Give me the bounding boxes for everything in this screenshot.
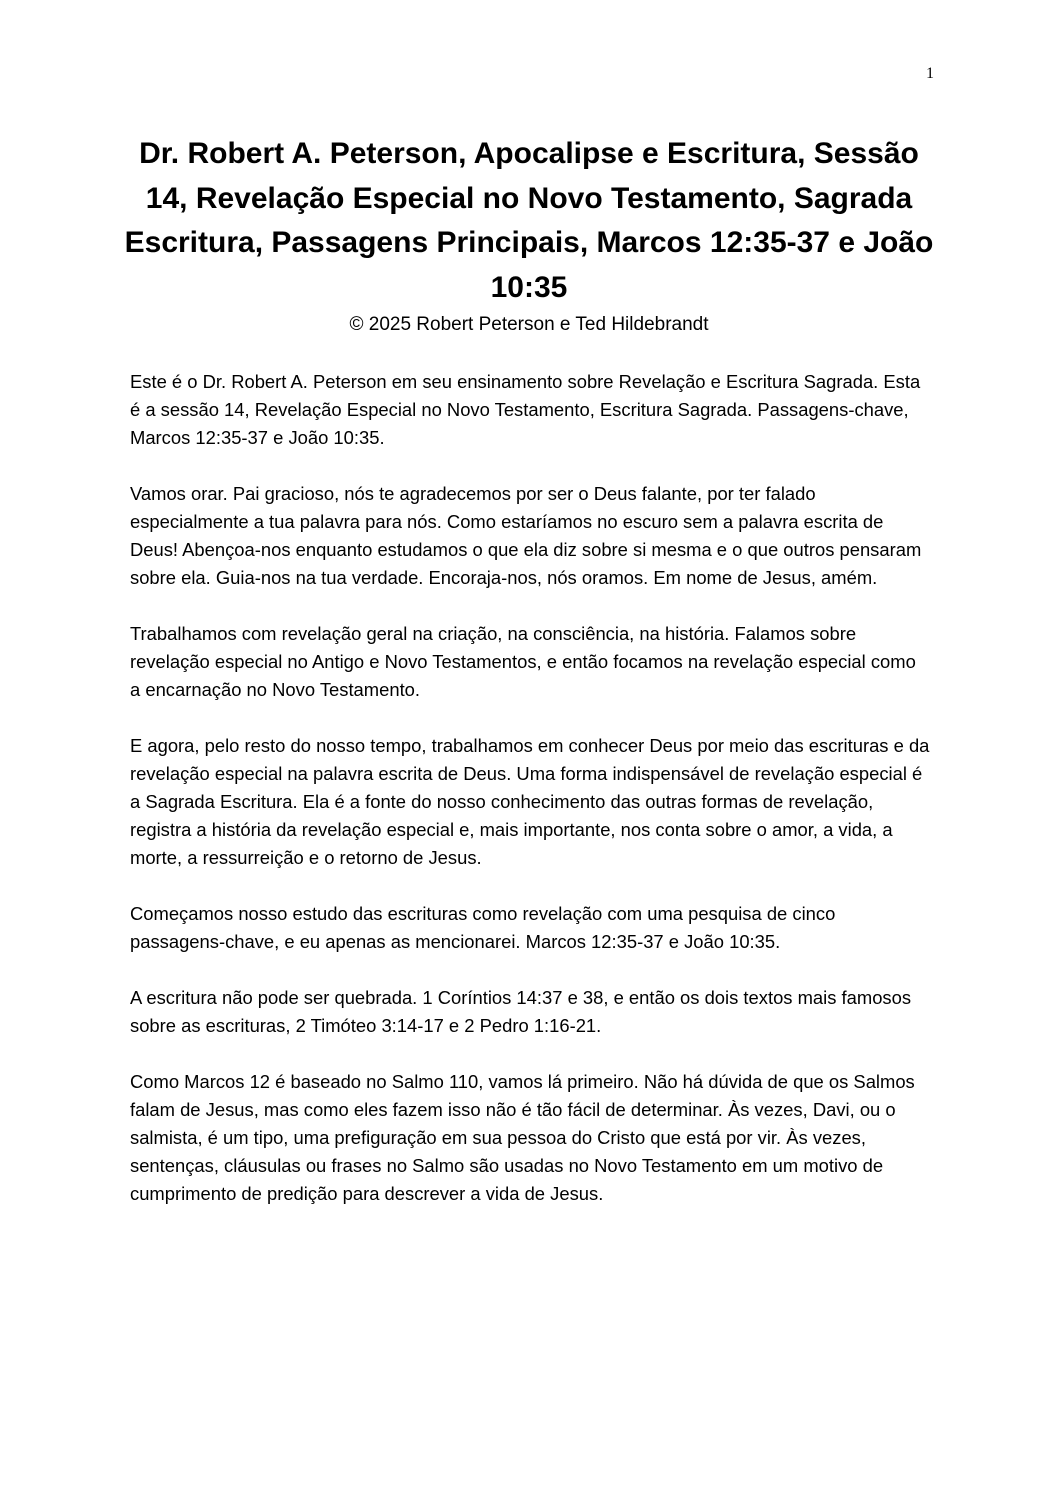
paragraph-key-passages: Começamos nosso estudo das escrituras como revelação com uma pesquisa de cinco passagens-chave, e eu apenas as mencionarei. Marcos 12:35-37 e João 10:35.: [130, 903, 836, 952]
page-number: 1: [926, 65, 934, 82]
paragraph-psalm-110: Como Marcos 12 é baseado no Salmo 110, vamos lá primeiro. Não há dúvida de que os Salmos falam de Jesus, mas como eles fazem isso não é tão fácil de determinar. Às vezes, Davi, ou o salmista, é um tipo, uma prefiguração em sua pessoa do Cristo que está por vir. Às vezes, sentenças, cláusulas ou frases no Salmo são usadas no Novo Testamento em um motivo de cumprimento de predição para descrever a vida de Jesus.: [130, 1071, 915, 1204]
paragraph-intro: Este é o Dr. Robert A. Peterson em seu ensinamento sobre Revelação e Escritura Sagrada. Esta é a sessão 14, Revelação Especial no Novo Testamento, Escritura Sagrada. Passagens-chave, Marcos 12:35-37 e João 10:35.: [130, 371, 921, 448]
paragraph-prayer: Vamos orar. Pai gracioso, nós te agradecemos por ser o Deus falante, por ter falado especialmente a tua palavra para nós. Como estaríamos no escuro sem a palavra escrita de Deus! Abençoa-nos enquanto estudamos o que ela diz sobre si mesma e o que outros pensaram sobre ela. Guia-nos na tua verdade. Encoraja-nos, nós oramos. Em nome de Jesus, amém.: [130, 483, 922, 588]
paragraph-scripture: E agora, pelo resto do nosso tempo, trabalhamos em conhecer Deus por meio das escrituras e da revelação especial na palavra escrita de Deus. Uma forma indispensável de revelação especial é a Sagrada Escritura. Ela é a fonte do nosso conhecimento das outras formas de revelação, registra a história da revelação especial e, mais importante, nos conta sobre o amor, a vida, a morte, a ressurreição e o retorno de Jesus.: [130, 735, 930, 868]
copyright-line: © 2025 Robert Peterson e Ted Hildebrandt: [349, 314, 709, 335]
paragraph-unbreakable: A escritura não pode ser quebrada. 1 Coríntios 14:37 e 38, e então os dois textos mais famosos sobre as escrituras, 2 Timóteo 3:14-17 e 2 Pedro 1:16-21.: [130, 987, 912, 1036]
paragraph-review: Trabalhamos com revelação geral na criação, na consciência, na história. Falamos sobre revelação especial no Antigo e Novo Testamentos, e então focamos na revelação especial como a encarnação no Novo Testamento.: [130, 623, 916, 700]
document-body: [130, 368, 930, 1208]
document-title: Dr. Robert A. Peterson, Apocalipse e Escritura, Sessão 14, Revelação Especial no Novo Testamento, Sagrada Escritura, Passagens Principais, Marcos 12:35-37 e João 10:35: [124, 137, 934, 304]
